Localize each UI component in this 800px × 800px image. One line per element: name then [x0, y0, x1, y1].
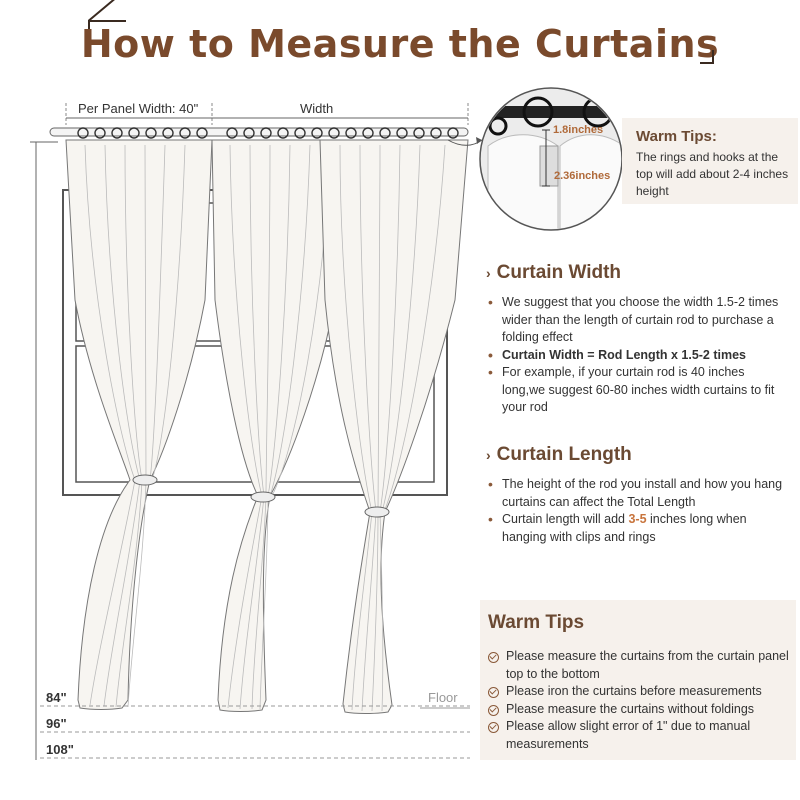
length-108-label: 108" — [46, 742, 74, 757]
warm-tip-item — [488, 683, 792, 701]
length-84-label: 84" — [46, 690, 67, 705]
warm-tips-list — [488, 648, 792, 753]
curtain-length-section — [486, 444, 786, 546]
ring-size-label: 1.8inches — [553, 124, 604, 136]
check-circle-icon — [488, 705, 499, 716]
length-96-label: 96" — [46, 716, 67, 731]
ring-hook-detail-icon — [478, 86, 624, 232]
per-panel-width-label: Per Panel Width: 40" — [78, 101, 199, 116]
curtain-width-section — [486, 262, 786, 417]
warm-tip-top-title: Warm Tips: — [636, 128, 717, 145]
hook-size-label: 2.36inches — [554, 170, 611, 182]
curtain-length-heading: Curtain Length — [496, 444, 632, 465]
floor-label: Floor — [428, 690, 458, 705]
check-circle-icon — [488, 652, 499, 663]
width-label: Width — [300, 101, 334, 116]
warm-tip-text: Please allow slight error of 1" due to manual measurements — [506, 719, 751, 751]
warm-tip-item — [488, 701, 792, 719]
bullet-text: Curtain length will add — [502, 512, 629, 526]
warm-tip-item — [488, 648, 792, 683]
warm-tip-text: Please measure the curtains from the curtain panel top to the bottom — [506, 649, 789, 681]
page-title: How to Measure the Curtains — [80, 22, 720, 66]
curtain-length-bullet — [486, 511, 786, 546]
warm-tip-text: Please measure the curtains without foldings — [506, 701, 755, 716]
curtain-width-heading: Curtain Width — [496, 262, 622, 283]
curtain-length-bullet: • The height of the rod you install and how you hang curtains can affect the Total Length — [486, 476, 786, 511]
curtain-width-bullet: • For example, if your curtain rod is 40 inches long,we suggest 60-80 inches width curtains to fit your rod — [486, 364, 786, 417]
bullet-text: inches long when hanging with clips and rings — [502, 512, 747, 544]
warm-tip-top-text: The rings and hooks at the top will add about 2-4 inches height — [636, 150, 789, 198]
warm-tip-text: Please iron the curtains before measurements — [506, 684, 762, 698]
warm-tips-title: Warm Tips — [488, 612, 585, 633]
check-circle-icon — [488, 687, 499, 698]
check-circle-icon — [488, 722, 499, 733]
chevron-right-icon: › — [486, 447, 491, 463]
curtain-width-bullet: • We suggest that you choose the width 1.5-2 times wider than the length of curtain rod to purchase a folding effect — [486, 294, 786, 347]
bullet-highlight: 3-5 — [628, 512, 647, 526]
curtain-width-formula: • Curtain Width = Rod Length x 1.5-2 times — [486, 347, 786, 365]
warm-tip-item — [488, 718, 792, 753]
chevron-right-icon: › — [486, 265, 491, 281]
